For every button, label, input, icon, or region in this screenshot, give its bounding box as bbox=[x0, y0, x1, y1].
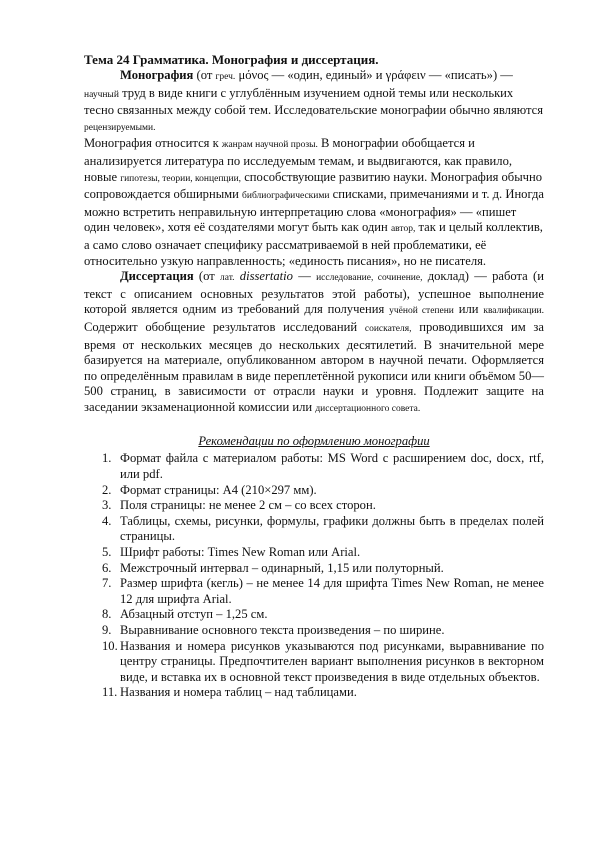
list-number: 7. bbox=[102, 576, 112, 591]
list-text: Названия и номера рисунков указываются под рисунками, выравнивание по центру страницы. Предпочтителен вариант выполнения рисунков в векторном виде, и вставка их в основной текст произведения в виде отдельных объектов. bbox=[120, 638, 544, 684]
text-run: μόνος — «один, единый» и γράφειν — «писать») — bbox=[238, 68, 513, 82]
text-run: труд в виде книги с углублённым изучением одной темы или нескольких тесно связанных между собой тем. Исследовательские монографии обычно являются bbox=[84, 85, 544, 118]
list-item bbox=[84, 623, 544, 639]
monograph-term: Монография bbox=[120, 68, 194, 82]
text-run: так и целый коллектив, а само слово означает специфику рассматриваемой в ней проблематики, её относительно узкую направленность; «единость писания», но не писателя. bbox=[84, 220, 543, 268]
text-run: Монография относится к bbox=[84, 136, 219, 151]
text-run: исследование, сочинение, bbox=[316, 273, 423, 284]
list-item bbox=[84, 607, 544, 623]
list-item bbox=[84, 576, 544, 607]
monograph-paragraph bbox=[84, 136, 544, 269]
text-run: учёной степени bbox=[389, 306, 454, 317]
list-number: 3. bbox=[102, 498, 112, 513]
list-item bbox=[84, 685, 544, 701]
text-run: научный bbox=[84, 89, 119, 100]
text-run: библиографическими bbox=[242, 191, 330, 202]
list-number: 11. bbox=[102, 685, 118, 700]
list-text: Формат страницы: А4 (210×297 мм). bbox=[120, 482, 317, 497]
text-run: способствующие развитию науки. Монография обычно сопровождается обширными bbox=[84, 169, 543, 202]
recommendations-title: Рекомендации по оформлению монографии bbox=[198, 434, 430, 449]
text-run: (от bbox=[198, 269, 215, 284]
text-run: автор, bbox=[390, 224, 416, 235]
list-text: Межстрочный интервал – одинарный, 1,15 или полуторный. bbox=[120, 560, 444, 575]
list-text: Формат файла с материалом работы: MS Word с расширением doc, docx, rtf, или pdf. bbox=[120, 451, 544, 482]
list-text: Абзацный отступ – 1,25 см. bbox=[120, 607, 268, 622]
recommendations-list bbox=[84, 451, 544, 701]
text-run: гипотезы, теории, концепции, bbox=[120, 173, 242, 184]
text-run: проводившихся им за время от нескольких месяцев до нескольких десятилетий. В значительной мере базируется на материале, опубликованном автором в научной печати. Оформляется по определённым правилам в виде переплетённой рукописи или книги объёмом 50—500 страниц, в зависимости от отрасли науки и уровня. Подлежит защите на заседании экзаменационной комиссии или bbox=[84, 319, 544, 414]
text-run: диссертационного совета. bbox=[315, 403, 421, 414]
list-number: 2. bbox=[102, 482, 112, 497]
text-run: или bbox=[458, 302, 479, 317]
text-run: списками, примечаниями и т. д. Иногда можно встретить неправильную интерпретацию слова «монография» — «пишет один человек», хотя её создателями могут быть как один bbox=[84, 187, 545, 235]
text-run: лат. bbox=[220, 273, 235, 284]
list-item bbox=[84, 545, 544, 561]
list-text: Названия и номера таблиц – над таблицами. bbox=[120, 685, 357, 700]
list-item bbox=[84, 498, 544, 514]
list-number: 6. bbox=[102, 560, 112, 575]
text-run: рецензируемыми. bbox=[84, 122, 156, 133]
text-run: — bbox=[298, 269, 311, 284]
list-number: 1. bbox=[102, 451, 112, 466]
list-number: 8. bbox=[102, 607, 112, 622]
list-item bbox=[84, 639, 544, 686]
list-text: Таблицы, схемы, рисунки, формулы, графики должны быть в пределах полей страницы. bbox=[120, 513, 544, 544]
dissertation-term: Диссертация bbox=[120, 269, 194, 284]
text-run: доклад) — работа (и текст с описанием основных результатов этой работы), успешное выполнение которой является одним из требований для получения bbox=[84, 269, 544, 317]
list-number: 5. bbox=[102, 545, 112, 560]
list-item bbox=[84, 561, 544, 577]
text-run: квалификации. bbox=[483, 306, 544, 317]
list-text: Выравнивание основного текста произведения – по ширине. bbox=[120, 623, 445, 637]
monograph-definition bbox=[84, 68, 544, 136]
text-run: dissertatio bbox=[239, 269, 293, 284]
list-number: 9. bbox=[102, 623, 112, 637]
dissertation-definition bbox=[84, 269, 544, 417]
list-item bbox=[84, 514, 544, 545]
list-text: Размер шрифта (кегль) – не менее 14 для шрифта Times New Roman, не менее 12 для шрифта Arial. bbox=[120, 576, 544, 606]
text-run: (от bbox=[196, 68, 213, 82]
list-text: Шрифт работы: Times New Roman или Arial. bbox=[120, 545, 361, 560]
list-item bbox=[84, 483, 544, 499]
text-run: Содержит обобщение результатов исследований bbox=[84, 319, 358, 334]
document-title: Тема 24 Грамматика. Монография и диссертация. bbox=[84, 52, 379, 67]
text-run: жанрам научной прозы. bbox=[221, 140, 318, 151]
text-run: соискателя, bbox=[364, 323, 412, 334]
text-run: В монографии обобщается и анализируется литература по исследуемым темам, и выдвигаются, как правило, новые bbox=[84, 136, 513, 184]
list-item bbox=[84, 451, 544, 482]
list-text: Поля страницы: не менее 2 см – со всех сторон. bbox=[120, 498, 376, 513]
text-run: греч. bbox=[215, 72, 236, 82]
list-number: 10. bbox=[102, 638, 118, 653]
list-number: 4. bbox=[102, 513, 112, 528]
